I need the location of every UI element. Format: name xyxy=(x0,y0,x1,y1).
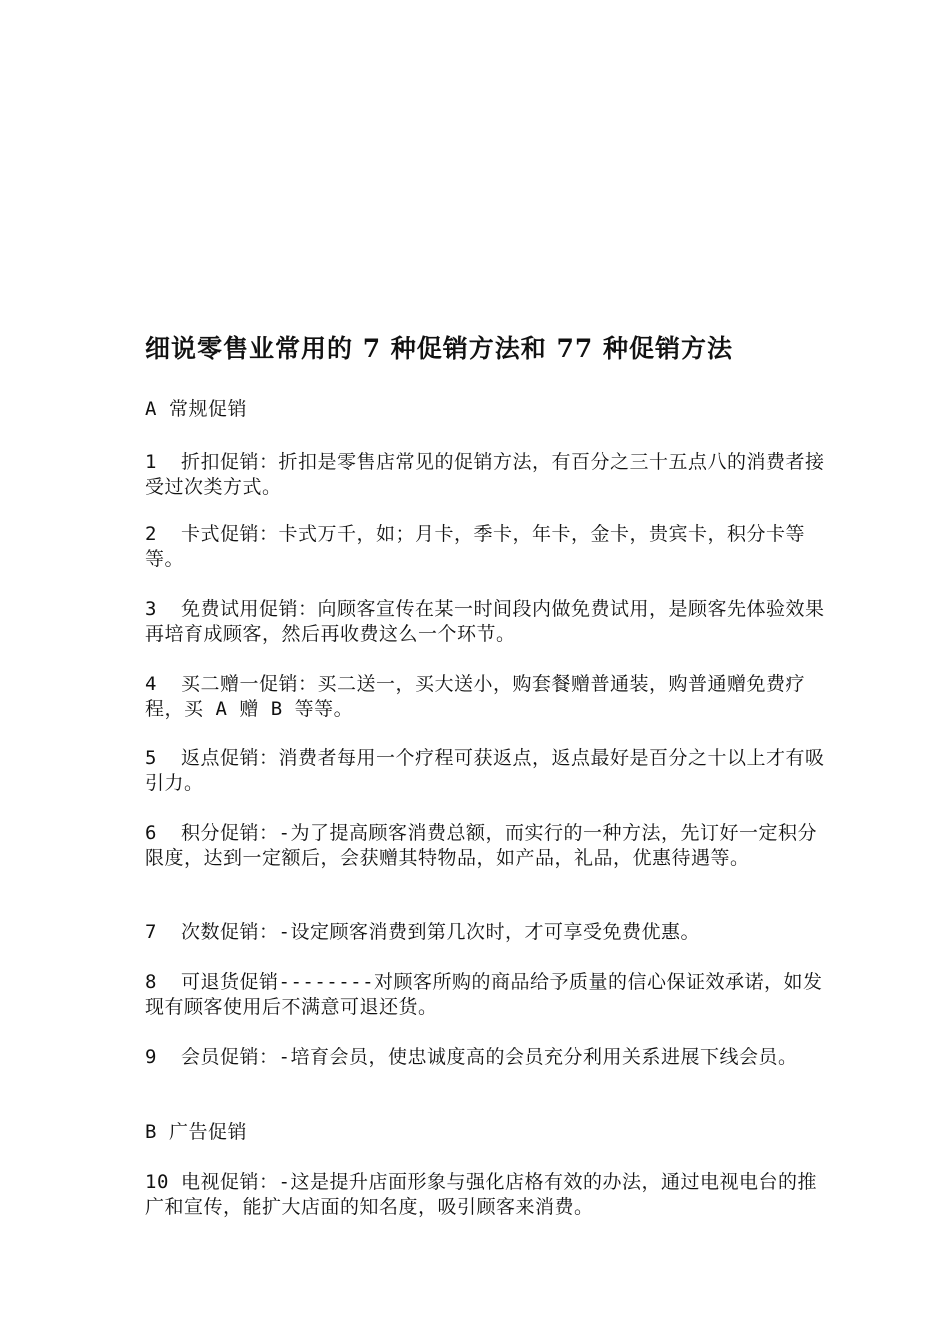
item-number: 4 xyxy=(145,673,157,695)
item-number: 7 xyxy=(145,921,157,943)
item-number: 10 xyxy=(145,1171,169,1193)
list-item xyxy=(145,1170,835,1220)
list-item xyxy=(145,672,835,722)
item-number: 9 xyxy=(145,1046,157,1068)
section-letter: B xyxy=(145,1121,157,1143)
item-text: 会员促销：-培育会员，使忠诚度高的会员充分利用关系进展下线会员。 xyxy=(181,1046,798,1068)
section-letter: A xyxy=(145,398,157,420)
list-item xyxy=(145,821,835,871)
item-text: 买二赠一促销：买二送一，买大送小，购套餐赠普通装，购普通赠免费疗程，买 A 赠 B 等等。 xyxy=(145,673,806,720)
list-item xyxy=(145,1045,835,1070)
item-text: 积分促销：-为了提高顾客消费总额，而实行的一种方法，先订好一定积分限度，达到一定额后，会获赠其特物品，如产品，礼品，优惠待遇等。 xyxy=(145,822,817,869)
item-number: 3 xyxy=(145,598,157,620)
item-number: 5 xyxy=(145,747,157,769)
list-item xyxy=(145,450,835,500)
item-text: 免费试用促销：向顾客宣传在某一时间段内做免费试用，是顾客先体验效果再培育成顾客，然后再收费这么一个环节。 xyxy=(145,598,825,645)
item-text: 次数促销：-设定顾客消费到第几次时，才可享受免费优惠。 xyxy=(181,921,700,943)
section-heading-b xyxy=(145,1120,835,1145)
item-text: 可退货促销--------对顾客所购的商品给予质量的信心保证效承诺，如发现有顾客使用后不满意可退还货。 xyxy=(145,971,823,1018)
list-item xyxy=(145,522,835,572)
item-number: 2 xyxy=(145,523,157,545)
list-item xyxy=(145,970,835,1020)
item-text: 电视促销：-这是提升店面形象与强化店格有效的办法，通过电视电台的推广和宣传，能扩大店面的知名度，吸引顾客来消费。 xyxy=(145,1171,817,1218)
item-text: 折扣促销：折扣是零售店常见的促销方法，有百分之三十五点八的消费者接受过次类方式。 xyxy=(145,451,825,498)
document-title: 细说零售业常用的 7 种促销方法和 77 种促销方法 xyxy=(145,334,734,363)
item-text: 返点促销：消费者每用一个疗程可获返点，返点最好是百分之十以上才有吸引力。 xyxy=(145,747,825,794)
list-item xyxy=(145,597,835,647)
section-title: 广告促销 xyxy=(169,1121,248,1143)
item-number: 8 xyxy=(145,971,157,993)
section-heading-a xyxy=(145,397,835,422)
item-number: 6 xyxy=(145,822,157,844)
item-number: 1 xyxy=(145,451,157,473)
item-text: 卡式促销：卡式万千，如；月卡，季卡，年卡，金卡，贵宾卡，积分卡等等。 xyxy=(145,523,806,570)
list-item xyxy=(145,920,835,945)
list-item xyxy=(145,746,835,796)
section-title: 常规促销 xyxy=(169,398,248,420)
